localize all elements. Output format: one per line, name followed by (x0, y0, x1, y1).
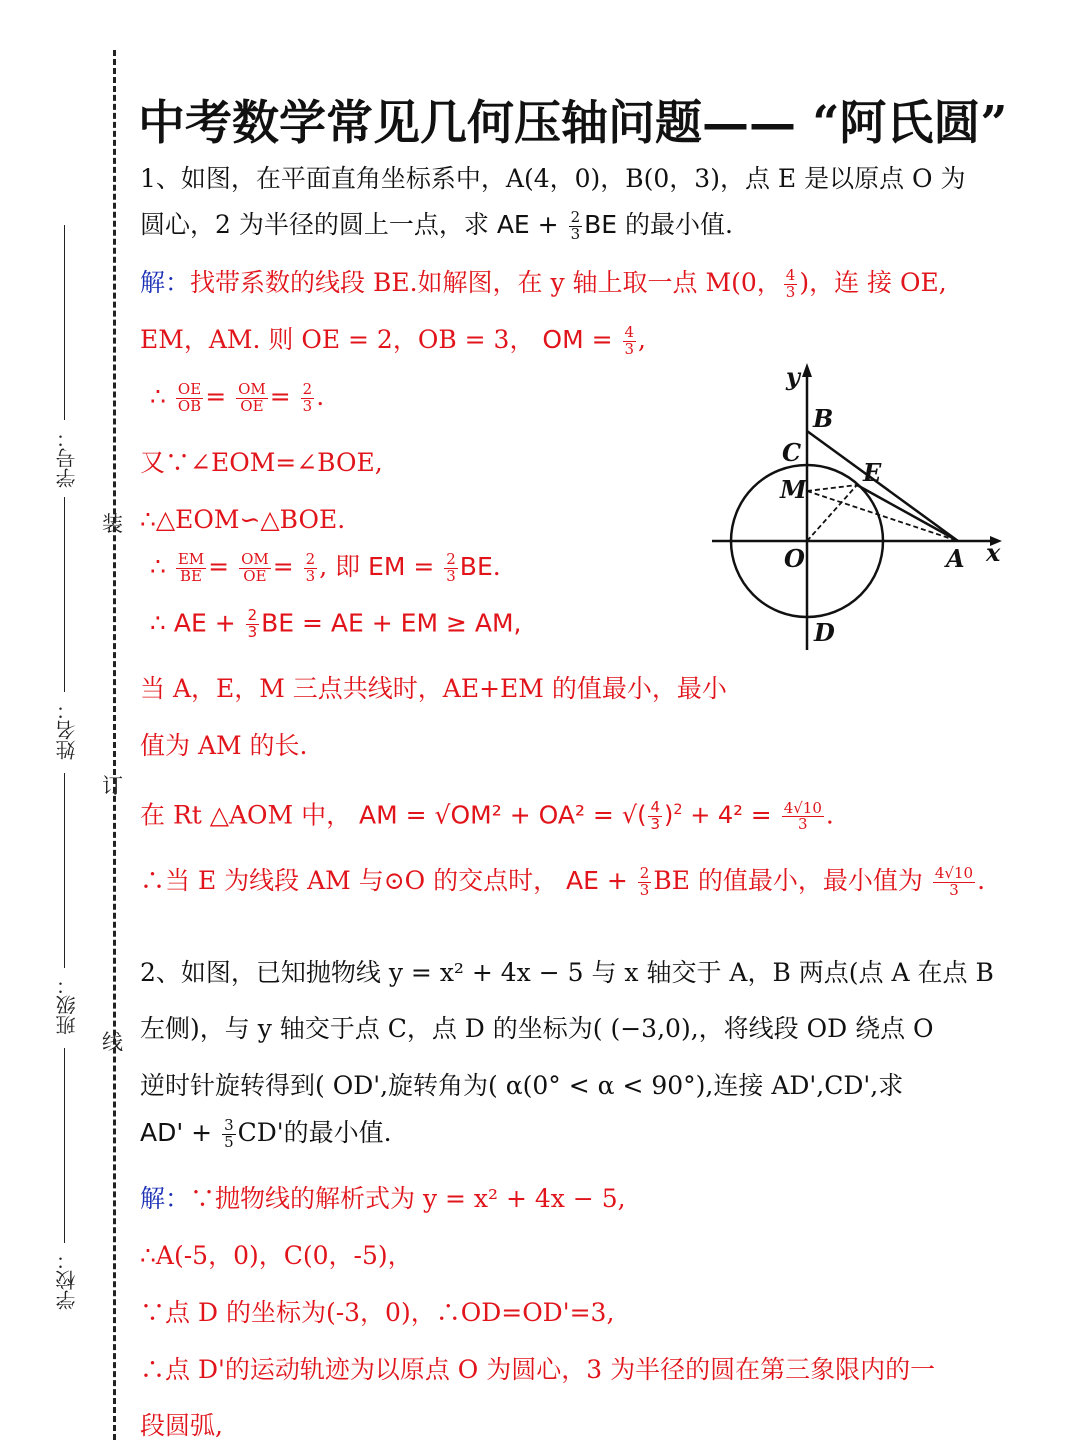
p2-solution-line1 (140, 1186, 626, 1211)
num: 4√10 (783, 798, 822, 817)
label-e: E (863, 458, 882, 487)
num: 2 (302, 380, 313, 398)
y-axis-arrow (802, 363, 812, 377)
p2-q4-end: CD'的最小值. (237, 1117, 392, 1147)
p2-s5-text: 段圆弧, (140, 1411, 223, 1440)
p2-solution-line4 (140, 1357, 935, 1382)
therefore: ∴ (150, 551, 166, 581)
p1-s7-start: ∴ AE + (150, 608, 244, 638)
result-fraction (782, 798, 824, 834)
p2-solution-line2 (140, 1243, 413, 1268)
eq: = (750, 800, 772, 830)
eq: = (208, 551, 230, 581)
class-label: 班级： (55, 975, 79, 1035)
class-underline (64, 773, 65, 968)
p1-solution-line11 (140, 866, 985, 899)
den: 3 (247, 622, 258, 641)
p1-om-expr: OM = (542, 324, 621, 354)
p2-question-line4 (140, 1118, 392, 1151)
be: BE (459, 551, 493, 581)
p2-solution-line3 (140, 1300, 614, 1325)
p1-q2-end: 的最小值. (617, 209, 733, 239)
label-a: A (946, 544, 965, 573)
p1-s7-end: BE = AE + EM ≥ AM, (261, 608, 522, 638)
p2-question-line2 (140, 1016, 934, 1041)
p1-solution-line9 (140, 733, 308, 758)
eq: = (272, 551, 294, 581)
p1-solution-line1 (140, 268, 947, 301)
p1-s10-text: 在 Rt △AOM 中， (140, 800, 352, 830)
school-underline (64, 1048, 65, 1243)
den: 3 (949, 880, 959, 899)
binding-dashed-line (113, 50, 116, 1440)
p1-s11-end: BE 的值最小，最小值为 (653, 865, 923, 895)
student-id-label: 学号： (55, 428, 79, 488)
geometry-figure (700, 355, 1020, 665)
binding-mark-zhuang: 装 (102, 512, 123, 536)
num: 4 (650, 798, 661, 816)
label-m: M (780, 475, 807, 504)
p1-solution-line2 (140, 325, 646, 358)
ratio-oe-ob (176, 382, 203, 415)
num: 2 (639, 864, 650, 882)
den: 3 (785, 282, 796, 301)
p1-s2-text: EM，AM. 则 OE = 2，OB = 3， (140, 324, 535, 354)
den: OE (243, 566, 267, 585)
p1-q2-text: 圆心，2 为半径的圆上一点，求 (140, 209, 497, 239)
den: 5 (224, 1132, 234, 1151)
segment-me (807, 485, 857, 491)
eq: = (205, 381, 227, 411)
comma: , (638, 324, 646, 354)
p1-s5-text: ∴△EOM∽△BOE. (140, 505, 346, 534)
p2-q3-text: 逆时针旋转得到( OD',旋转角为( α(0° < α < 90°),连接 AD',CD',求 (140, 1071, 904, 1100)
p2-s4-text: ∴点 D'的运动轨迹为以原点 O 为圆心，3 为半径的圆在第三象限内的一 (140, 1355, 936, 1384)
p2-question-line1 (140, 960, 994, 985)
fraction-3-5 (222, 1118, 236, 1151)
p1-s6-mid: 即 EM = (335, 551, 443, 581)
p1-s9-text: 值为 AM 的长. (140, 731, 308, 760)
den: OE (240, 396, 264, 415)
p1-question-line2 (140, 210, 733, 243)
p2-s1-text: ∵抛物线的解析式为 y = x² + 4x − 5, (190, 1184, 626, 1213)
min-value-fraction (933, 866, 975, 899)
p1-q1-text: 1、如图，在平面直角坐标系中，A(4，0)，B(0，3)，点 E 是以原点 O 为 (140, 164, 966, 193)
p2-s2-text: ∴A(-5，0)，C(0，-5)， (140, 1241, 413, 1270)
p1-expr-be: BE (584, 209, 618, 239)
num: 2 (247, 606, 258, 624)
p1-am-formula: AM = √OM² + OA² = (359, 800, 622, 830)
fraction-2-3 (246, 608, 260, 641)
period: . (825, 800, 834, 830)
expr-ae: AE + (566, 865, 636, 895)
p1-solution-line5 (140, 507, 345, 532)
den: 3 (570, 224, 581, 243)
label-d: D (814, 618, 835, 647)
label-c: C (782, 438, 802, 467)
ratio-2-3 (301, 382, 315, 415)
period: . (492, 551, 501, 581)
p1-solution-line10 (140, 800, 834, 833)
ratio-em-be (176, 552, 206, 585)
segment-oe (807, 485, 857, 541)
p1-om-fraction (623, 325, 637, 358)
den: 3 (650, 814, 661, 833)
num: OM (238, 380, 266, 398)
label-b: B (813, 404, 834, 433)
den: BE (180, 566, 202, 585)
comma: , (319, 551, 328, 581)
label-o: O (784, 544, 805, 573)
p1-solution-line7 (150, 608, 522, 641)
p1-s4-text: 又∵∠EOM=∠BOE, (140, 448, 383, 477)
p2-question-line3 (140, 1073, 903, 1098)
fraction-2-3 (444, 552, 458, 585)
p2-q4-start: AD' + (140, 1117, 221, 1147)
p1-question-line1 (140, 166, 966, 191)
num: OM (241, 550, 269, 568)
ratio-om-oe (239, 552, 271, 585)
eq: = (269, 381, 291, 411)
num: 2 (446, 550, 456, 568)
ratio-om-oe (236, 382, 268, 415)
p1-s1-end: )，连 接 OE, (799, 267, 947, 297)
sqrt-expression: √( $\frac{4}{3}$ )$^2$ + 4² (621, 798, 743, 833)
p1-expr-ae: AE + (496, 209, 567, 239)
p1-solution-line4 (140, 450, 383, 475)
num: 3 (224, 1116, 234, 1134)
p1-solution-line6 (150, 552, 501, 585)
ratio-2-3 (304, 552, 318, 585)
period: . (316, 381, 325, 411)
period: . (977, 865, 986, 895)
num: 4√10 (934, 864, 974, 882)
school-label: 学校： (55, 1250, 79, 1310)
num: 2 (570, 208, 581, 226)
segment-ba (807, 431, 958, 541)
fraction-2-3 (638, 866, 652, 899)
p1-solution-label: 解： (140, 267, 191, 297)
p1-fraction-2-3 (569, 210, 583, 243)
den: OB (177, 396, 202, 415)
p1-s1-text: 找带系数的线段 BE.如解图，在 y 轴上取一点 M(0， (190, 267, 782, 297)
den: 3 (305, 566, 316, 585)
fraction-4-3 (648, 800, 662, 833)
den: 3 (639, 880, 650, 899)
den: 3 (798, 815, 808, 834)
therefore: ∴ (150, 381, 166, 411)
p1-s11-text: ∴当 E 为线段 AM 与⊙O 的交点时， (140, 865, 559, 895)
p2-q2-text: 左侧)，与 y 轴交于点 C，点 D 的坐标为( (−3,0),，将线段 OD 绕点 O (140, 1014, 934, 1043)
name-underline (64, 497, 65, 692)
num: OE (176, 382, 203, 399)
label-y: y (786, 362, 800, 391)
label-x: x (986, 538, 1001, 567)
den: 3 (302, 396, 313, 415)
num: 4 (785, 266, 796, 284)
plus-four-squared: + 4² (690, 801, 743, 830)
num: 4 (624, 323, 635, 341)
p1-fraction-4-3 (784, 268, 798, 301)
name-label: 姓名： (55, 700, 79, 760)
binding-mark-ding: 订 (102, 774, 123, 798)
p1-solution-line8 (140, 676, 727, 701)
page-title: 中考数学常见几何压轴问题—— “阿氏圆” (138, 96, 1008, 151)
num: EM (177, 550, 205, 568)
num: 2 (305, 550, 316, 568)
den: 3 (446, 566, 456, 585)
p1-s8-text: 当 A，E，M 三点共线时，AE+EM 的值最小，最小 (140, 674, 727, 703)
square: 2 (673, 802, 683, 819)
p2-s3-text: ∵点 D 的坐标为(-3，0)，∴OD=OD'=3, (140, 1298, 615, 1327)
p2-solution-line5 (140, 1413, 223, 1438)
p2-solution-label: 解： (140, 1184, 191, 1213)
p2-q1-text: 2、如图，已知抛物线 y = x² + 4x − 5 与 x 轴交于 A，B 两点(点 A 在点 B (140, 958, 994, 987)
den: 3 (624, 339, 635, 358)
student-id-underline (64, 225, 65, 420)
binding-mark-xian: 线 (102, 1030, 123, 1054)
p1-solution-line3 (150, 382, 324, 415)
